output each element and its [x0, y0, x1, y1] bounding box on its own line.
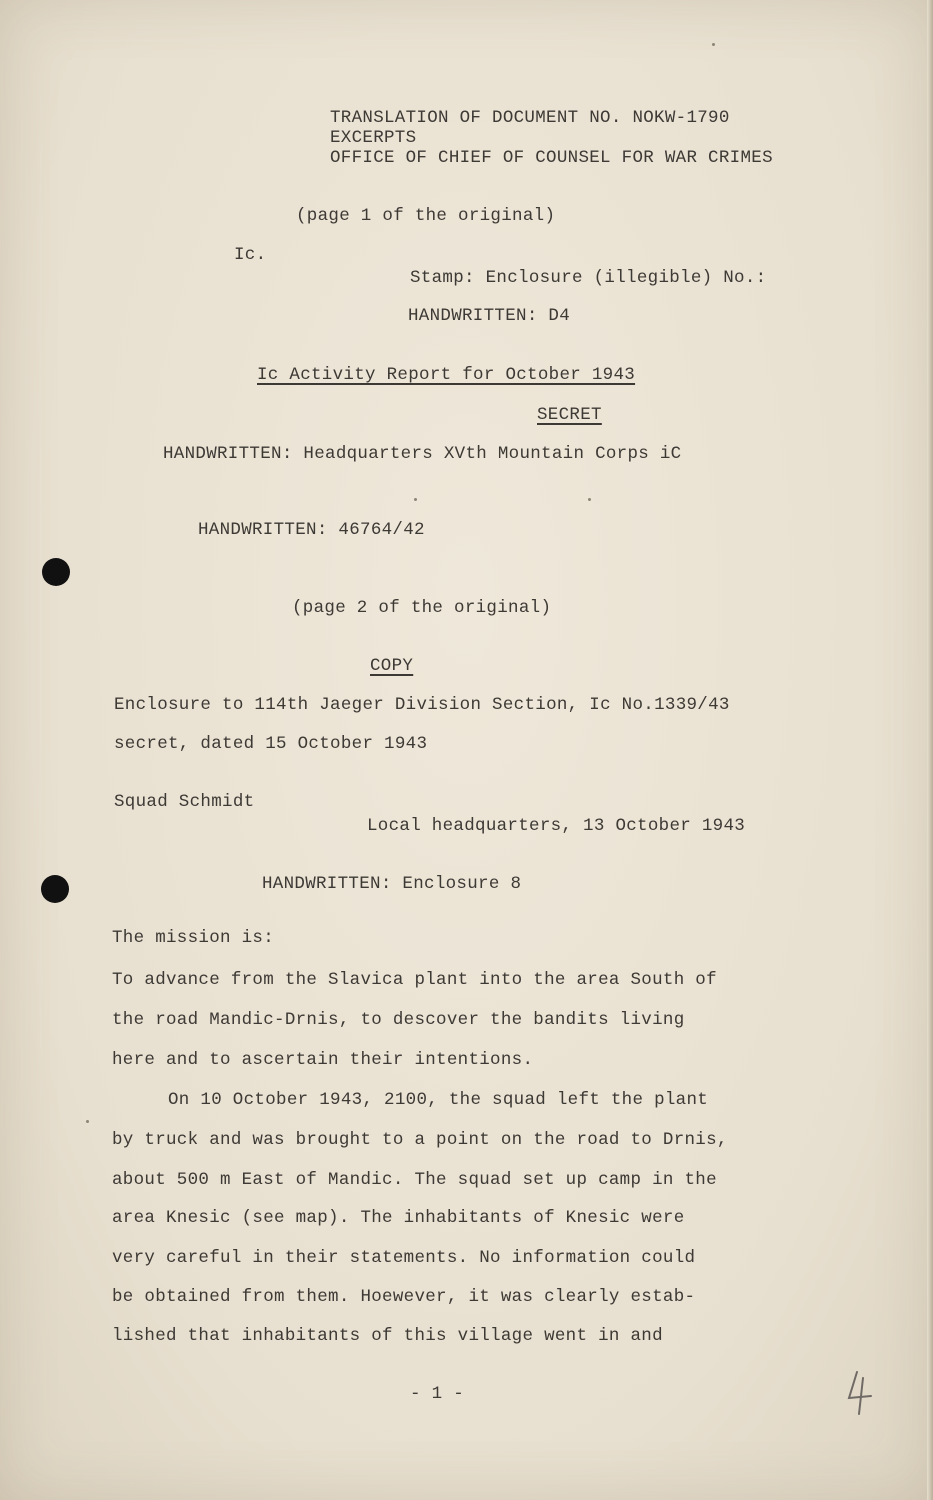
secret-label: SECRET — [537, 405, 602, 425]
body-line: be obtained from them. Hoewever, it was clearly estab- — [112, 1287, 696, 1307]
body-line: the road Mandic-Drnis, to descover the bandits living — [112, 1010, 685, 1030]
speck — [414, 498, 417, 501]
local-headquarters-date: Local headquarters, 13 October 1943 — [367, 816, 746, 836]
margin-handwritten-mark — [843, 1368, 877, 1418]
body-line: lished that inhabitants of this village went in and — [112, 1326, 663, 1346]
speck — [86, 1120, 89, 1123]
handwritten-number: HANDWRITTEN: 46764/42 — [198, 520, 425, 540]
punch-hole-upper — [42, 558, 70, 586]
enclosure-line-1: Enclosure to 114th Jaeger Division Section, Ic No.1339/43 — [114, 695, 730, 715]
header-line-3: OFFICE OF CHIEF OF COUNSEL FOR WAR CRIMES — [330, 148, 773, 168]
body-line: about 500 m East of Mandic. The squad set up camp in the — [112, 1170, 717, 1190]
body-line: To advance from the Slavica plant into the area South of — [112, 970, 717, 990]
speck — [588, 498, 591, 501]
punch-hole-lower — [41, 875, 69, 903]
body-line: by truck and was brought to a point on the road to Drnis, — [112, 1130, 728, 1150]
page-1-note: (page 1 of the original) — [296, 206, 556, 226]
squad-name: Squad Schmidt — [114, 792, 255, 812]
handwritten-d4: HANDWRITTEN: D4 — [408, 306, 571, 326]
page-edge — [927, 0, 933, 1500]
body-line: very careful in their statements. No information could — [112, 1248, 696, 1268]
body-line: here and to ascertain their intentions. — [112, 1050, 534, 1070]
body-line: area Knesic (see map). The inhabitants of Knesic were — [112, 1208, 685, 1228]
header-line-2: EXCERPTS — [330, 128, 417, 148]
header-line-1: TRANSLATION OF DOCUMENT NO. NOKW-1790 — [330, 108, 730, 128]
handwritten-enclosure: HANDWRITTEN: Enclosure 8 — [262, 874, 522, 894]
ic-label: Ic. — [234, 245, 267, 265]
body-line: On 10 October 1943, 2100, the squad left the plant — [168, 1090, 709, 1110]
speck — [712, 43, 715, 46]
page-number: - 1 - — [410, 1384, 465, 1404]
report-title: Ic Activity Report for October 1943 — [257, 365, 636, 385]
stamp-line: Stamp: Enclosure (illegible) No.: — [410, 268, 767, 288]
page-2-note: (page 2 of the original) — [292, 598, 552, 618]
copy-label: COPY — [370, 656, 414, 676]
enclosure-line-2: secret, dated 15 October 1943 — [114, 734, 428, 754]
handwritten-headquarters: HANDWRITTEN: Headquarters XVth Mountain Corps iC — [163, 444, 682, 464]
mission-heading: The mission is: — [112, 928, 275, 948]
